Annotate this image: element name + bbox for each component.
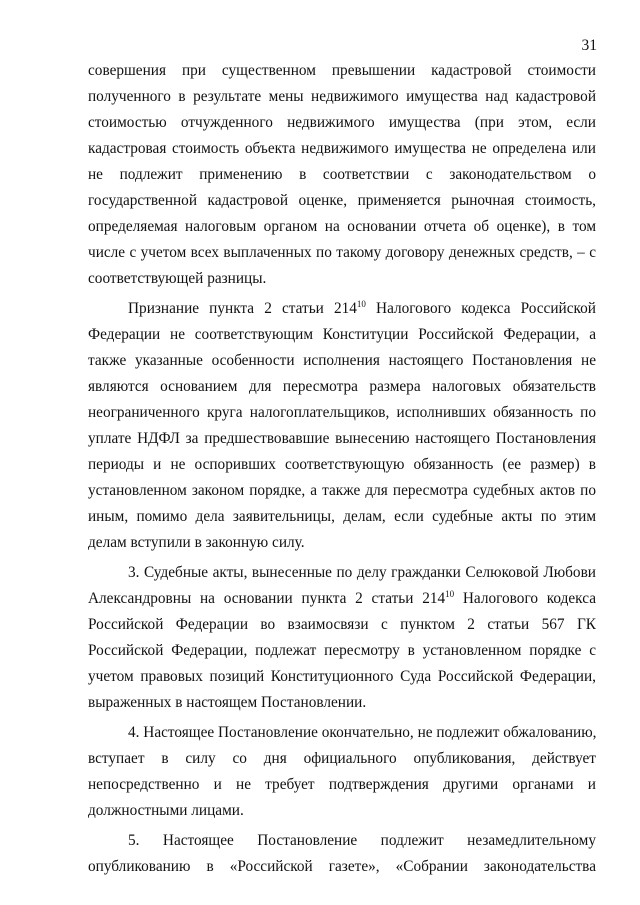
- text-line: соответствующей разницы.: [88, 270, 267, 287]
- text-line: иным, помимо дела заявительницы, делам, если судебные акты по этим: [88, 508, 596, 525]
- superscript: 10: [356, 299, 366, 309]
- text-fragment: Налогового кодекса: [454, 590, 596, 607]
- text-line: совершения при существенном превышении кадастровой стоимости: [88, 62, 596, 79]
- text-line: выраженных в настоящем Постановлении.: [88, 694, 367, 711]
- text-line: кадастровая стоимость объекта недвижимого имущества не определена или: [88, 140, 596, 157]
- paragraph-item-3: [88, 560, 596, 716]
- text-line: Российской Федерации, подлежат пересмотру в установленном порядке с: [88, 642, 596, 659]
- text-line: 4. Настоящее Постановление окончательно, не подлежит обжалованию,: [128, 724, 597, 741]
- text-line: должностными лицами.: [88, 802, 244, 819]
- text-line: периоды и не оспоривших соответствующую обязанность (ее размер) в: [88, 456, 596, 473]
- paragraph-recognition: [88, 296, 596, 556]
- text-line-with-superscript: [88, 296, 596, 322]
- paragraph-item-5: [88, 828, 596, 880]
- text-line: также указанные особенности исполнения настоящего Постановления не: [88, 352, 596, 369]
- text-line: делам вступили в законную силу.: [88, 534, 305, 551]
- text-line-with-superscript: [88, 586, 596, 612]
- paragraph-item-4: [88, 720, 596, 824]
- text-line: опубликованию в «Российской газете», «Собрании законодательства: [88, 858, 596, 875]
- text-fragment: Налогового кодекса Российской: [365, 300, 596, 317]
- text-line: определяемая налоговым органом на основании отчета об оценке), в том: [88, 218, 596, 235]
- page-number: 31: [581, 37, 597, 54]
- text-line: государственной кадастровой оценке, применяется рыночная стоимость,: [88, 192, 596, 209]
- text-line: непосредственно и не требует подтверждения другими органами и: [88, 776, 596, 793]
- text-line: неограниченного круга налогоплательщиков, исполнивших обязанность по: [88, 404, 596, 421]
- text-line: установленном законом порядке, а также для пересмотра судебных актов по: [88, 482, 596, 499]
- text-line: являются основанием для пересмотра размера налоговых обязательств: [88, 378, 596, 395]
- text-line: вступает в силу со дня официального опубликования, действует: [88, 750, 596, 767]
- text-line: не подлежит применению в соответствии с законодательством о: [88, 166, 596, 183]
- text-line: Федерации не соответствующим Конституции Российской Федерации, а: [88, 326, 596, 343]
- text-line: 5. Настоящее Постановление подлежит незамедлительному: [128, 832, 596, 849]
- text-fragment: Александровны на основании пункта 2 статьи 214: [88, 590, 446, 607]
- text-line: Российской Федерации во взаимосвязи с пунктом 2 статьи 567 ГК: [88, 616, 596, 633]
- text-line: полученного в результате мены недвижимого имущества над кадастровой: [88, 88, 596, 105]
- document-body: [88, 58, 596, 880]
- text-line: 3. Судебные акты, вынесенные по делу гражданки Селюковой Любови: [128, 564, 596, 581]
- paragraph-continuation: [88, 58, 596, 292]
- superscript: 10: [445, 589, 455, 599]
- text-line: числе с учетом всех выплаченных по такому договору денежных средств, – с: [88, 244, 596, 261]
- text-line: уплате НДФЛ за предшествовавшие вынесению настоящего Постановления: [88, 430, 596, 447]
- text-line: стоимостью отчужденного недвижимого имущества (при этом, если: [88, 114, 596, 131]
- text-fragment: Признание пункта 2 статьи 214: [128, 300, 357, 317]
- text-line: учетом правовых позиций Конституционного Суда Российской Федерации,: [88, 668, 596, 685]
